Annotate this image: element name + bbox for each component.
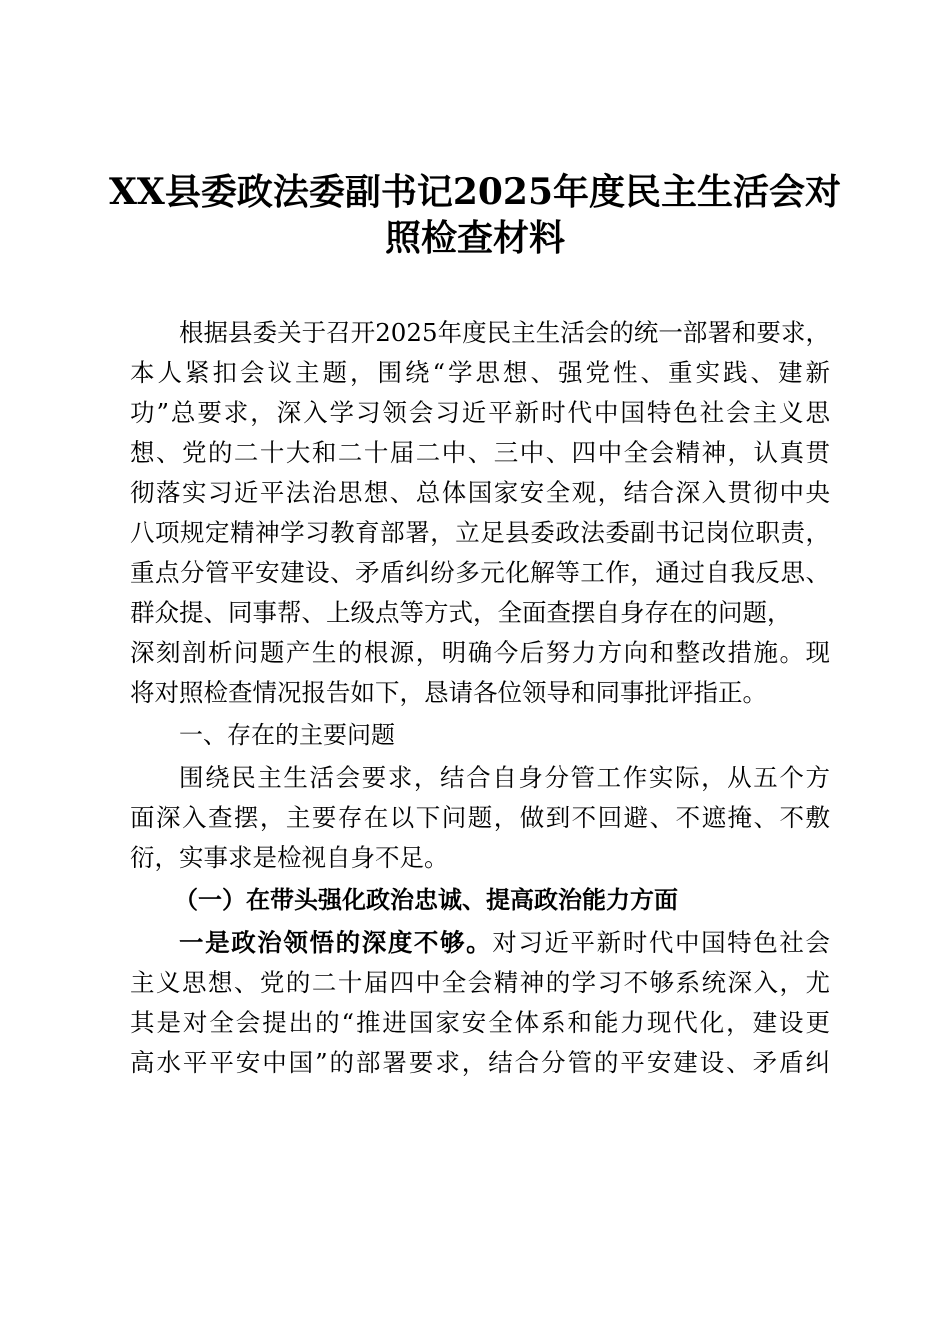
intro-line: 将对照检查情况报告如下，恳请各位领导和同事批评指正。 [130, 678, 767, 707]
intro-line: 想、党的二十大和二十届二中、三中、四中全会精神，认真贯 [130, 438, 830, 467]
section-heading-1: 一、存在的主要问题 [179, 721, 395, 749]
intro-line: 功”总要求，深入学习领会习近平新时代中国特色社会主义思 [130, 398, 830, 427]
intro-line: 重点分管平安建设、矛盾纠纷多元化解等工作，通过自我反思、 [130, 558, 830, 587]
intro-line: 根据县委关于召开2025年度民主生活会的统一部署和要求， [179, 318, 830, 347]
section1-intro-line: 衍，实事求是检视自身不足。 [130, 843, 449, 872]
intro-line: 群众提、同事帮、上级点等方式，全面查摆自身存在的问题， [130, 598, 792, 627]
intro-line: 深刻剖析问题产生的根源，明确今后努力方向和整改措施。现 [130, 638, 830, 667]
intro-line: 八项规定精神学习教育部署，立足县委政法委副书记岗位职责， [130, 518, 830, 547]
point1-lead: 一是政治领悟的深度不够。 [179, 928, 493, 957]
section1-intro-line: 面深入查摆，主要存在以下问题，做到不回避、不遮掩、不敷 [130, 803, 830, 832]
point1-line: 其是对全会提出的“推进国家安全体系和能力现代化，建设更 [130, 1008, 830, 1037]
intro-line: 彻落实习近平法治思想、总体国家安全观，结合深入贯彻中央 [130, 478, 830, 507]
point1-line: 高水平平安中国”的部署要求，结合分管的平安建设、矛盾纠 [130, 1048, 830, 1077]
point1-first-line-rest: 对习近平新时代中国特色社会 [492, 928, 830, 957]
document-title-line-2: 照检查材料 [384, 217, 565, 259]
intro-line: 本人紧扣会议主题，围绕“学思想、强党性、重实践、建新 [130, 358, 830, 387]
point1-first-line [179, 928, 830, 958]
section1-intro-line: 围绕民主生活会要求，结合自身分管工作实际，从五个方 [179, 763, 830, 792]
subsection-heading-1: （一）在带头强化政治忠诚、提高政治能力方面 [174, 885, 678, 914]
document-title-line-1: XX县委政法委副书记2025年度民主生活会对 [108, 171, 842, 213]
point1-line: 主义思想、党的二十届四中全会精神的学习不够系统深入，尤 [130, 968, 830, 997]
